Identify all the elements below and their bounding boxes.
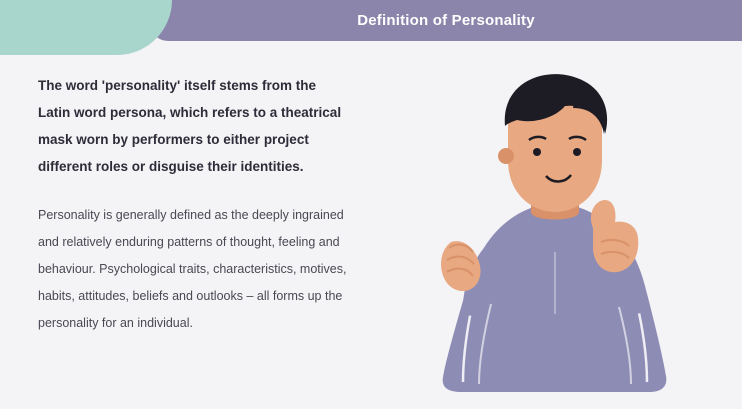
lead-paragraph: The word 'personality' itself stems from the Latin word persona, which refers to a theatrical mask worn by performers to either project different roles or disguise their identities. [38, 78, 342, 174]
eye-left [533, 148, 541, 156]
eye-right [573, 148, 581, 156]
teal-corner-shape [0, 0, 172, 55]
body-paragraph: Personality is generally defined as the deeply ingrained and relatively enduring patterns of thought, feeling and behaviour. Psychological traits, characteristics, motives, habits, attitudes, beliefs and outlooks – all forms up the personality for an individual. [38, 208, 347, 330]
page-title: Definition of Personality [357, 12, 535, 29]
text-column [38, 72, 348, 337]
hand-thumbs-up [591, 200, 638, 272]
hand-left [441, 241, 481, 291]
person-illustration [405, 52, 705, 392]
